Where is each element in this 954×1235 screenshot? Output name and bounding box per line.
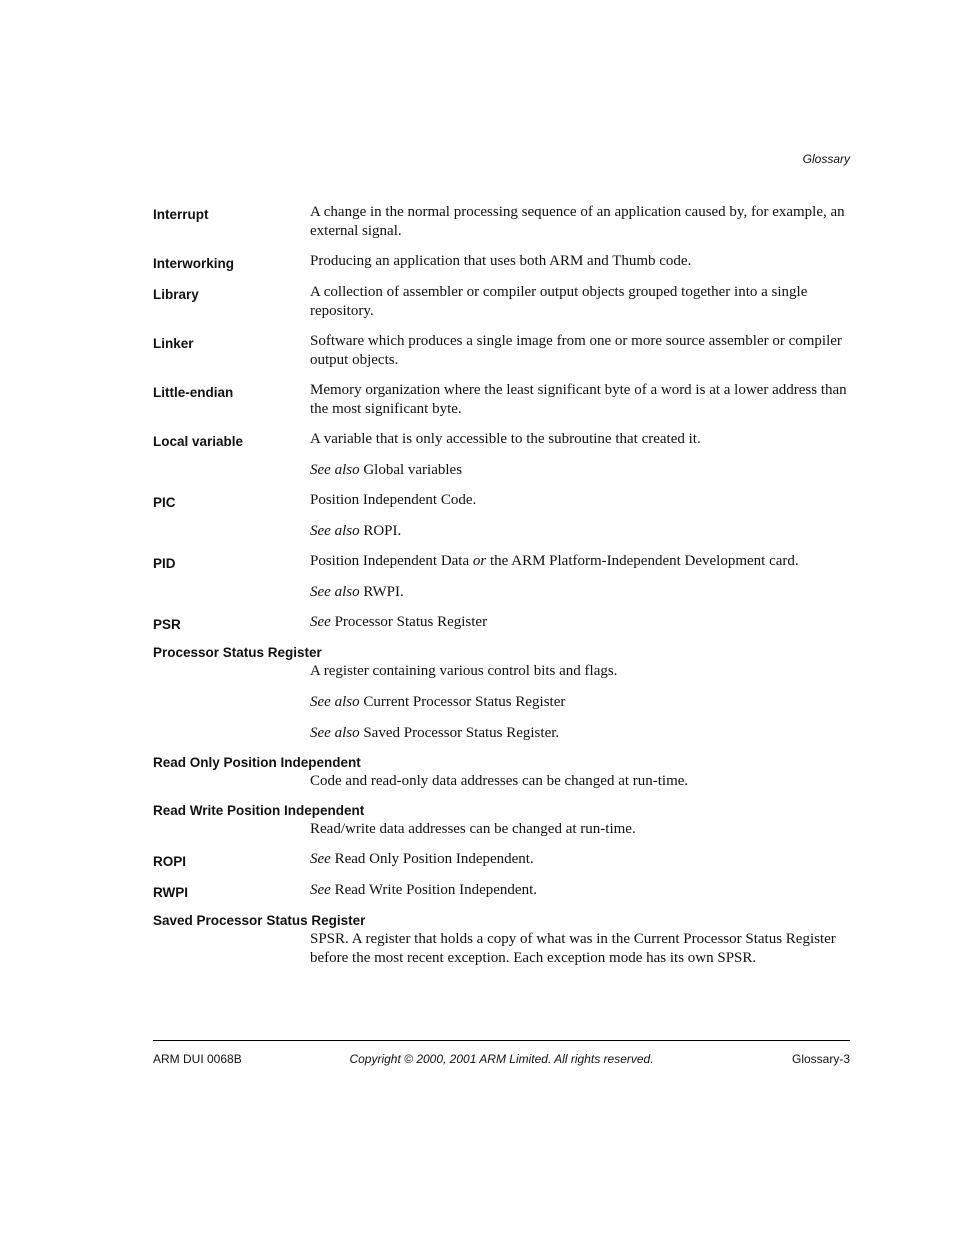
glossary-entry (153, 491, 850, 541)
glossary-definition: A change in the normal processing sequence of an application caused by, for example, an external signal. (310, 204, 845, 239)
glossary-entry (153, 881, 850, 901)
glossary-term: Read Only Position Independent (153, 755, 361, 770)
glossary-entry (153, 552, 850, 602)
glossary-entry (153, 850, 850, 870)
glossary-definition: SPSR. A register that holds a copy of what was in the Current Processor Status Register before the most recent exception. Each exception mode has its own SPSR. (310, 931, 836, 966)
glossary-entry (153, 802, 850, 839)
see-target: Processor Status Register (330, 614, 488, 630)
glossary-entry (153, 203, 850, 241)
glossary-definition: Position Independent Code. (310, 492, 477, 508)
glossary-term: PIC (153, 495, 176, 510)
see-also-reference (310, 583, 850, 602)
glossary-list (153, 203, 850, 979)
running-header: Glossary (802, 152, 850, 166)
see-reference (310, 613, 850, 632)
glossary-entry (153, 430, 850, 480)
see-also-target: Current Processor Status Register (359, 694, 566, 710)
see-also-reference (310, 522, 850, 541)
glossary-definition: Code and read-only data addresses can be changed at run-time. (310, 773, 689, 789)
glossary-term: Saved Processor Status Register (153, 913, 366, 928)
see-reference (310, 881, 850, 900)
document-id: ARM DUI 0068B (153, 1052, 242, 1066)
glossary-definition: Software which produces a single image from one or more source assembler or compiler output objects. (310, 333, 842, 368)
see-also-target: Global variables (359, 462, 463, 478)
glossary-definition (310, 552, 850, 571)
see-prefix: See (310, 851, 331, 867)
glossary-entry (153, 644, 850, 743)
see-also-prefix: See also (310, 725, 360, 741)
glossary-term: Linker (153, 336, 194, 351)
glossary-term: Interrupt (153, 207, 209, 222)
glossary-term: Processor Status Register (153, 645, 322, 660)
see-also-reference (310, 461, 850, 480)
glossary-entry (153, 332, 850, 370)
glossary-definition: A register containing various control bits and flags. (310, 663, 618, 679)
see-also-target: RWPI. (359, 584, 404, 600)
see-prefix: See (310, 882, 331, 898)
glossary-definition: Memory organization where the least significant byte of a word is at a lower address than the most significant byte. (310, 382, 847, 417)
glossary-term: Library (153, 287, 199, 302)
glossary-entry (153, 283, 850, 321)
glossary-term: Interworking (153, 256, 235, 271)
glossary-definition: Read/write data addresses can be changed at run-time. (310, 821, 636, 837)
glossary-entry (153, 912, 850, 968)
glossary-term: PSR (153, 617, 181, 632)
see-target: Read Only Position Independent. (330, 851, 534, 867)
see-also-reference (310, 693, 850, 712)
glossary-entry (153, 613, 850, 633)
see-also-target: ROPI. (359, 523, 402, 539)
glossary-term: Read Write Position Independent (153, 803, 365, 818)
glossary-definition: Producing an application that uses both ARM and Thumb code. (310, 253, 692, 269)
see-target: Read Write Position Independent. (330, 882, 537, 898)
see-also-target: Saved Processor Status Register. (359, 725, 560, 741)
glossary-term: RWPI (153, 885, 189, 900)
see-also-prefix: See also (310, 523, 360, 539)
glossary-definition: A collection of assembler or compiler output objects grouped together into a single repository. (310, 284, 808, 319)
glossary-entry (153, 381, 850, 419)
glossary-entry (153, 754, 850, 791)
see-reference (310, 850, 850, 869)
copyright-notice: Copyright © 2000, 2001 ARM Limited. All rights reserved. (349, 1052, 654, 1066)
see-prefix: See (310, 614, 331, 630)
glossary-term: PID (153, 556, 176, 571)
see-also-prefix: See also (310, 694, 360, 710)
see-also-reference (310, 724, 850, 743)
glossary-entry (153, 252, 850, 272)
definition-text: the ARM Platform-Independent Development card. (486, 553, 799, 569)
see-also-prefix: See also (310, 584, 360, 600)
page-number: Glossary-3 (791, 1052, 850, 1066)
glossary-definition: A variable that is only accessible to the subroutine that created it. (310, 431, 701, 447)
glossary-term: Local variable (153, 434, 244, 449)
glossary-term: ROPI (153, 854, 187, 869)
glossary-term: Little-endian (153, 385, 234, 400)
definition-text: Position Independent Data (310, 553, 473, 569)
see-also-prefix: See also (310, 462, 360, 478)
definition-emphasis: or (472, 553, 487, 569)
footer-divider (153, 1040, 850, 1041)
